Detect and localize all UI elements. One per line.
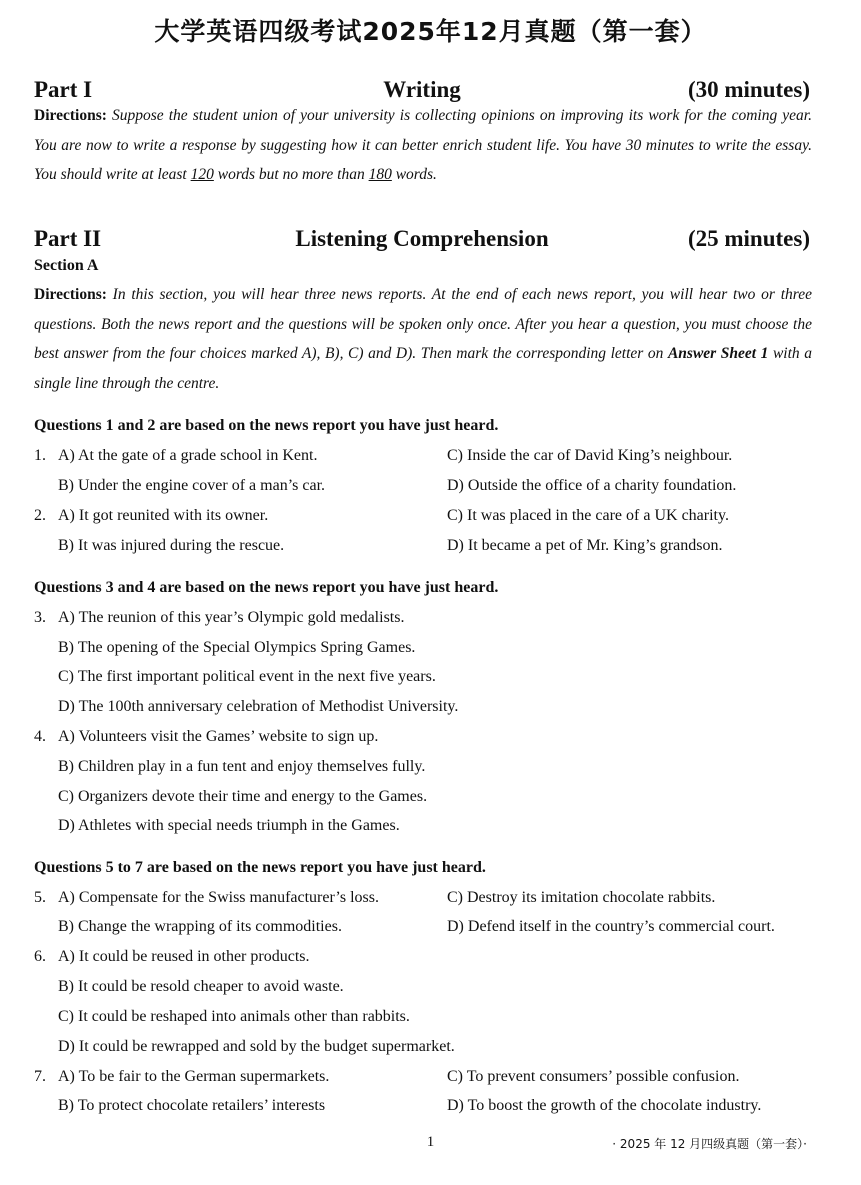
q7-option-b: B) To protect chocolate retailers’ interests — [58, 1097, 326, 1114]
q7-option-d: D) To boost the growth of the chocolate industry. — [447, 1097, 762, 1114]
question-1-number: 1. — [34, 447, 46, 464]
q3-option-c: C) The first important political event in the next five years. — [58, 668, 436, 685]
q5-option-d: D) Defend itself in the country’s commercial court. — [447, 918, 775, 935]
q4-option-d: D) Athletes with special needs triumph in the Games. — [58, 817, 400, 834]
part2-label: Part II — [34, 226, 102, 251]
q4-option-b: B) Children play in a fun tent and enjoy themselves fully. — [58, 758, 426, 775]
part2-directions-text-2: with a single line through the centre. — [34, 345, 812, 392]
part2-directions-label: Directions: — [34, 286, 107, 303]
q2-option-a: A) It got reunited with its owner. — [58, 507, 269, 524]
max-words: 180 — [368, 166, 392, 183]
question-7-number: 7. — [34, 1068, 46, 1085]
part2-time: (25 minutes) — [687, 226, 810, 251]
exam-title: 大学英语四级考试2025年12月真题（第一套） — [154, 17, 707, 46]
q4-option-c: C) Organizers devote their time and energy to the Games. — [58, 788, 428, 805]
part1-label: Part I — [34, 77, 93, 102]
q7-option-c: C) To prevent consumers’ possible confusion. — [447, 1068, 740, 1085]
q3-option-b: B) The opening of the Special Olympics Spring Games. — [58, 639, 416, 656]
q1-option-a: A) At the gate of a grade school in Kent. — [58, 447, 318, 464]
part2-header — [34, 226, 810, 256]
q2-option-b: B) It was injured during the rescue. — [58, 537, 285, 554]
q1-option-d: D) Outside the office of a charity foundation. — [447, 477, 737, 494]
q1-option-c: C) Inside the car of David King’s neighbour. — [447, 447, 733, 464]
part1-time: (30 minutes) — [687, 77, 810, 102]
q1-option-b: B) Under the engine cover of a man’s car. — [58, 477, 326, 494]
footer-note: · 2025 年 12 月四级真题（第一套）· — [612, 1137, 807, 1151]
part1-name: Writing — [383, 77, 461, 102]
part1-directions-text-3: words. — [391, 166, 437, 183]
min-words: 120 — [190, 166, 214, 183]
page-number: 1 — [426, 1134, 435, 1150]
q5-option-b: B) Change the wrapping of its commodities. — [58, 918, 342, 935]
q7-option-a: A) To be fair to the German supermarkets. — [58, 1068, 330, 1085]
q4-option-a: A) Volunteers visit the Games’ website to sign up. — [58, 728, 379, 745]
q6-option-d: D) It could be rewrapped and sold by the budget supermarket. — [58, 1038, 455, 1055]
part1-directions-text: Suppose the student union of your university is collecting opinions on improving its work for the coming year. You are now to write a response by suggesting how it can better enrich student life. You have 30 minutes to write the essay. You should write at least — [34, 107, 812, 183]
question-2-number: 2. — [34, 507, 46, 524]
q3-option-a: A) The reunion of this year’s Olympic gold medalists. — [58, 609, 405, 626]
question-group-2-heading: Questions 3 and 4 are based on the news report you have just heard. — [34, 579, 499, 596]
part2-directions-text: In this section, you will hear three news reports. At the end of each news report, you will hear two or three questions. Both the news report and the questions will be spoken only once. After you hear a question, you must choose the best answer from the four choices marked A), B), C) and D). Then mark the corresponding letter on — [34, 286, 812, 362]
part2-directions — [34, 280, 812, 398]
q5-option-a: A) Compensate for the Swiss manufacturer’s loss. — [58, 889, 379, 906]
question-3-number: 3. — [34, 609, 46, 626]
q6-option-a: A) It could be reused in other products. — [58, 948, 310, 965]
part1-directions-text-2: words but no more than — [213, 166, 369, 183]
question-4-number: 4. — [34, 728, 46, 745]
part2-name: Listening Comprehension — [295, 226, 549, 251]
section-a-label: Section A — [34, 257, 99, 274]
question-group-3-heading: Questions 5 to 7 are based on the news report you have just heard. — [34, 859, 486, 876]
question-group-1-heading: Questions 1 and 2 are based on the news report you have just heard. — [34, 417, 499, 434]
part1-directions-label: Directions: — [34, 107, 107, 124]
question-5-number: 5. — [34, 889, 46, 906]
q2-option-d: D) It became a pet of Mr. King’s grandson. — [447, 537, 723, 554]
answer-sheet-ref: Answer Sheet 1 — [667, 345, 769, 362]
q5-option-c: C) Destroy its imitation chocolate rabbits. — [447, 889, 716, 906]
q2-option-c: C) It was placed in the care of a UK charity. — [447, 507, 729, 524]
q6-option-b: B) It could be resold cheaper to avoid waste. — [58, 978, 344, 995]
q6-option-c: C) It could be reshaped into animals other than rabbits. — [58, 1008, 410, 1025]
part1-directions — [34, 101, 812, 190]
question-6-number: 6. — [34, 948, 46, 965]
q3-option-d: D) The 100th anniversary celebration of Methodist University. — [58, 698, 459, 715]
